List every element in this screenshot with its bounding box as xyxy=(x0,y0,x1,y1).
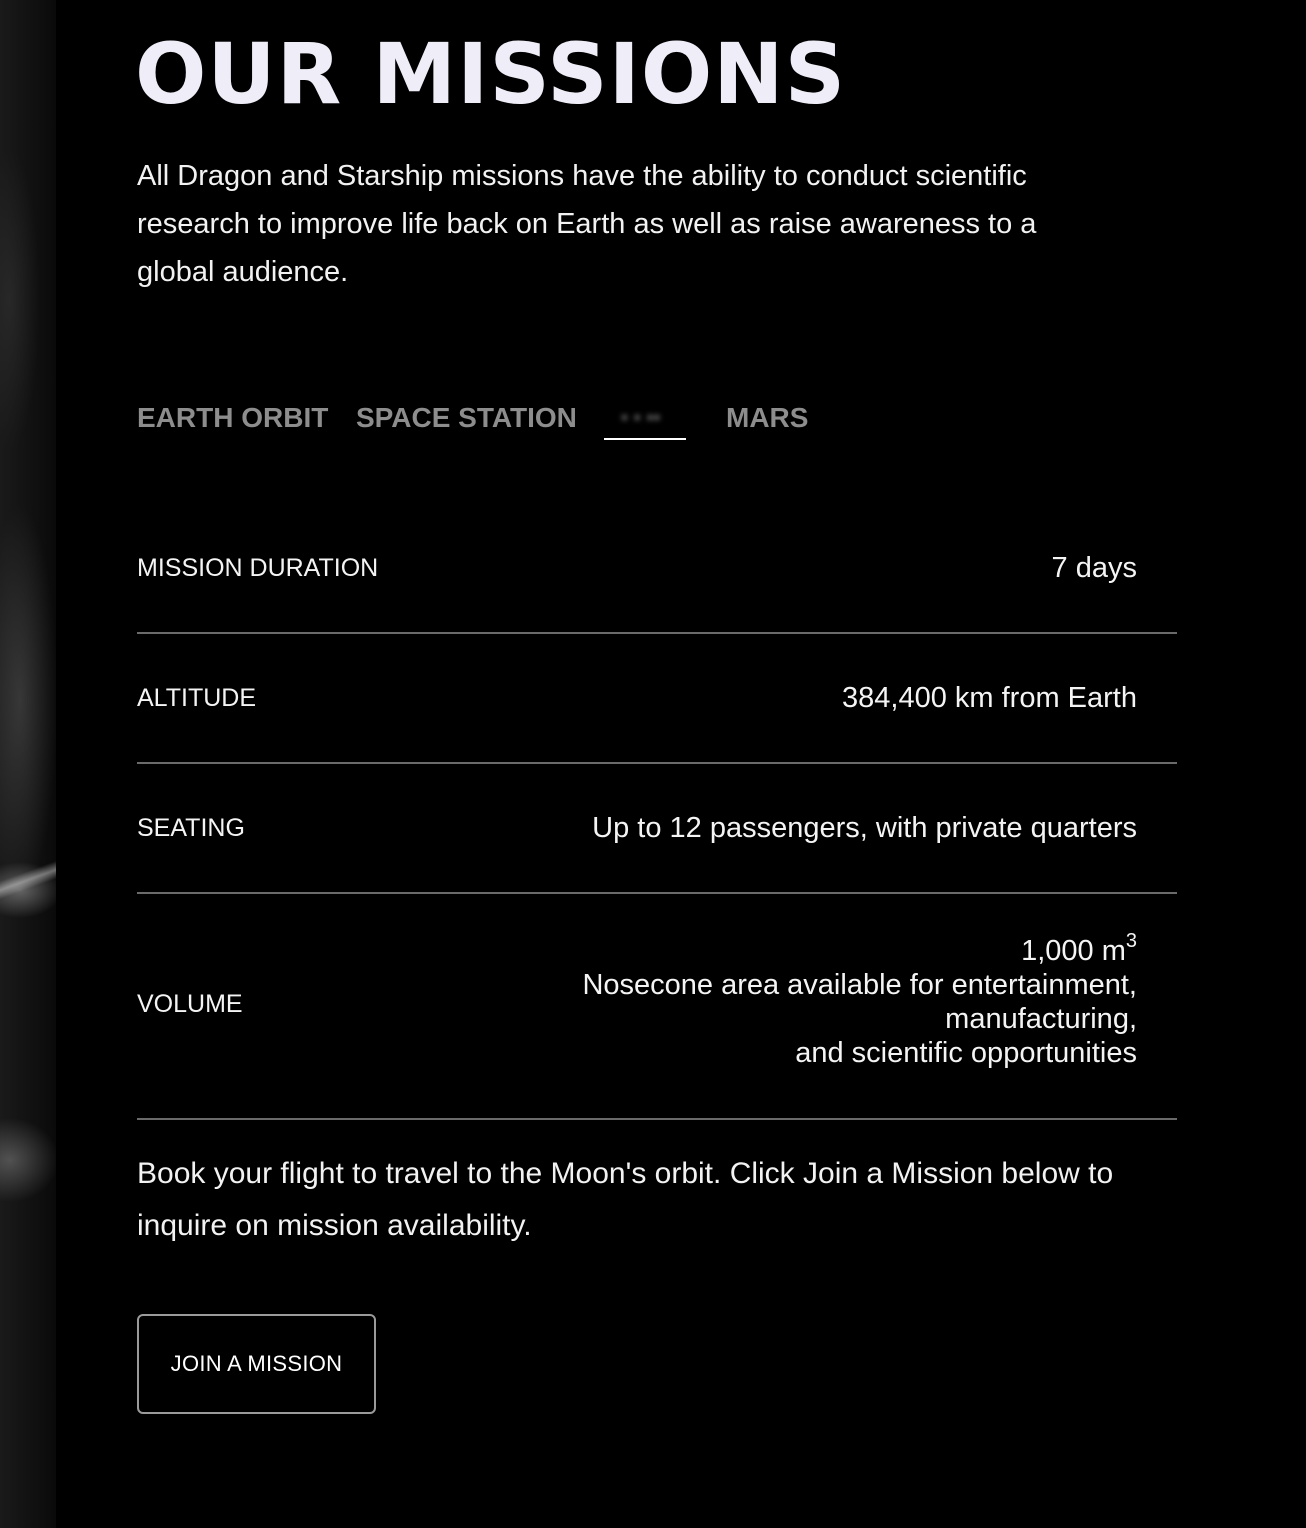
spec-value: 7 days xyxy=(1051,552,1137,584)
spec-value xyxy=(582,930,1137,1070)
tab-mars[interactable]: MARS xyxy=(726,402,809,433)
tab-space-station[interactable]: SPACE STATION xyxy=(356,402,577,433)
page-title: OUR MISSIONS xyxy=(135,25,847,123)
tab-earth-orbit[interactable]: EARTH ORBIT xyxy=(137,402,329,433)
spec-label: MISSION DURATION xyxy=(137,554,379,582)
spec-label: ALTITUDE xyxy=(137,684,256,712)
spec-label: VOLUME xyxy=(137,990,243,1018)
booking-text: Book your flight to travel to the Moon's orbit. Click Join a Mission below to inquire on mission availability. xyxy=(137,1157,1114,1242)
spec-value: 384,400 km from Earth xyxy=(842,682,1137,714)
tab-moon-obscured-label: • • •• xyxy=(622,409,662,425)
spec-label: SEATING xyxy=(137,814,245,842)
mission-specs-table xyxy=(137,504,1177,1120)
spec-value: Up to 12 passengers, with private quarters xyxy=(592,812,1137,844)
tab-moon-active[interactable] xyxy=(604,396,686,440)
volume-description-line: and scientific opportunities xyxy=(795,1037,1137,1069)
volume-amount: 1,000 m xyxy=(1021,935,1126,967)
join-mission-button[interactable]: JOIN A MISSION xyxy=(137,1314,376,1414)
spec-row-altitude xyxy=(137,634,1177,764)
volume-description-line: Nosecone area available for entertainment, xyxy=(582,969,1137,1001)
side-background-image xyxy=(0,0,56,1528)
volume-amount-line xyxy=(582,930,1137,968)
volume-unit-exponent: 3 xyxy=(1125,930,1137,952)
volume-description-line: manufacturing, xyxy=(945,1003,1137,1035)
intro-paragraph: All Dragon and Starship missions have the ability to conduct scientific research to improve life back on Earth as well as raise awareness to a global audience. xyxy=(137,160,1037,288)
spec-row-volume xyxy=(137,894,1177,1120)
mission-tabs xyxy=(137,396,816,442)
spec-row-seating xyxy=(137,764,1177,894)
spec-row-duration xyxy=(137,504,1177,634)
